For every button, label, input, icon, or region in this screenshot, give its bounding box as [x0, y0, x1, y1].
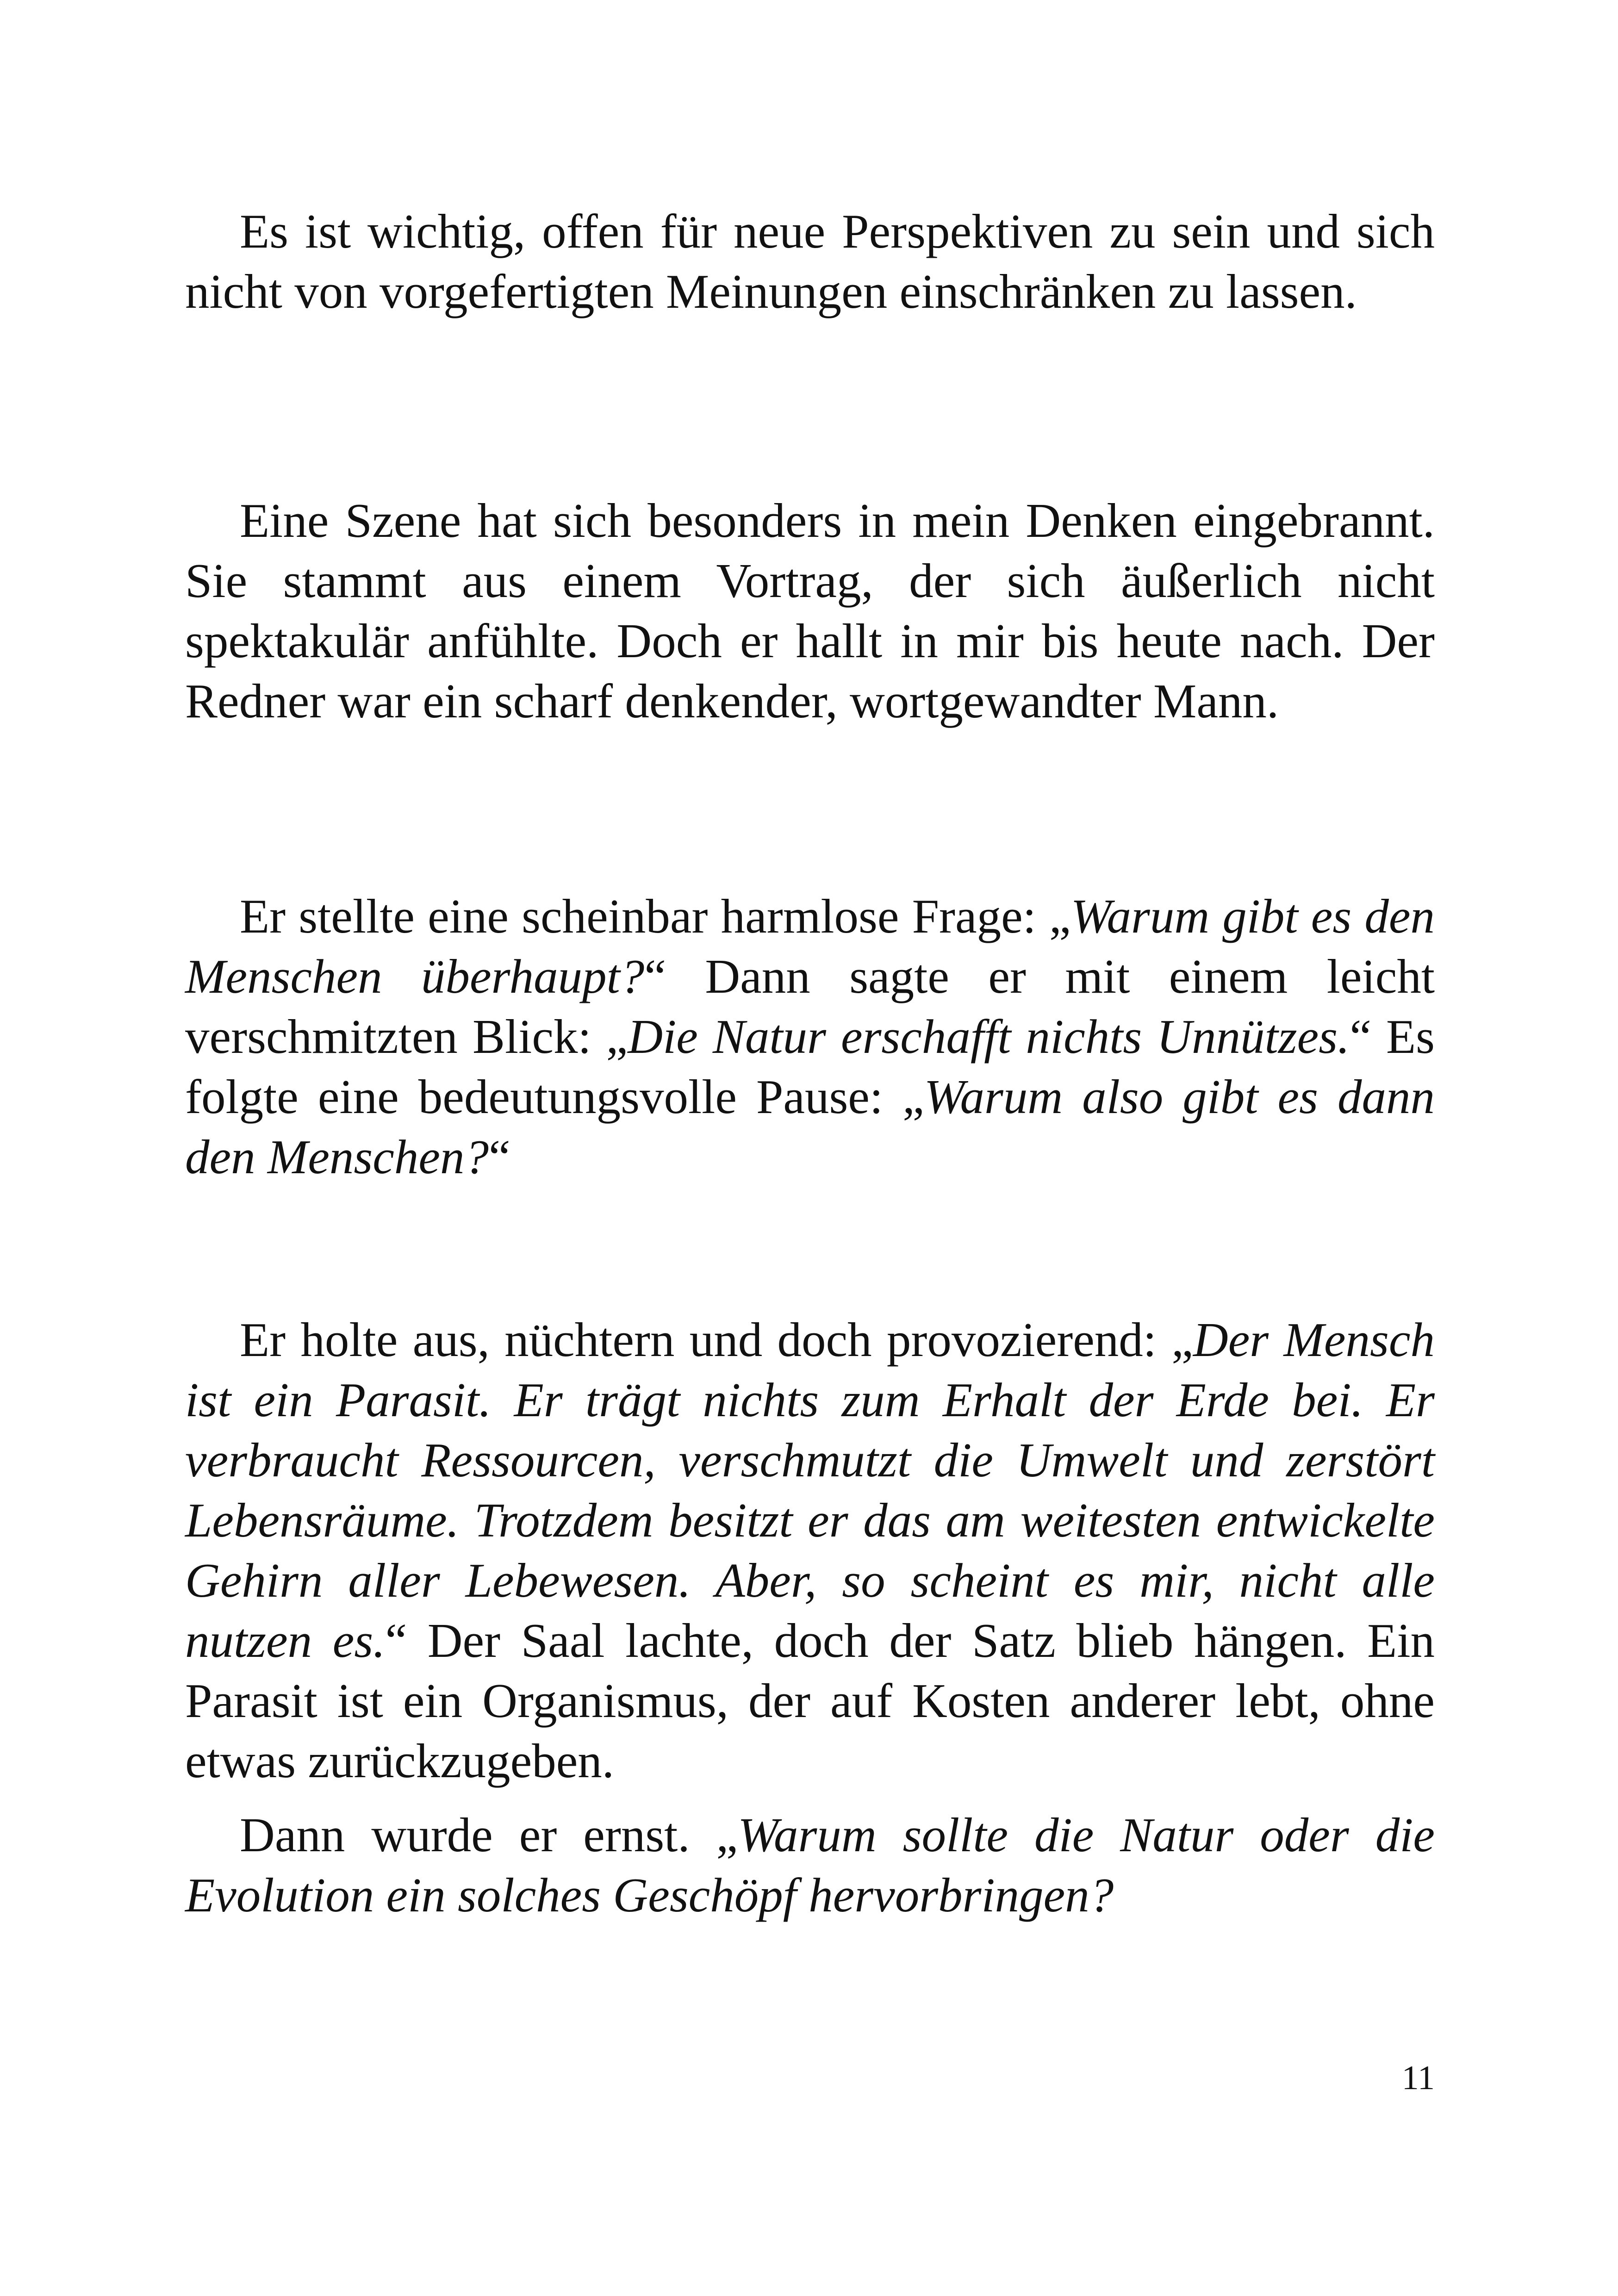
- page-number: 11: [1401, 2059, 1435, 2097]
- paragraph-scene-lecture: [185, 491, 1435, 731]
- paragraph-serious-question: [185, 1805, 1435, 1925]
- paragraph-text: Er stellte eine scheinbar harmlose Frage: „: [240, 889, 1071, 943]
- paragraph-text: “ Dann sagte er mit einem leicht verschmitzten Blick: „: [185, 949, 1435, 1064]
- paragraph-text: “ Es folgte eine bedeutungsvolle Pause: „: [185, 1009, 1435, 1124]
- quote-text: Warum sollte die Natur oder die Evolution ein solches Geschöpf hervorbringen?: [185, 1808, 1435, 1922]
- quote-text: Der Mensch ist ein Parasit. Er trägt nichts zum Erhalt der Erde bei. Er verbraucht Ressourcen, verschmutzt die Umwelt und zerstört Lebensräume. Trotzdem besitzt er das am weitesten entwickelte Gehirn aller Lebewesen. Aber, so scheint es mir, nicht alle nutzen es.: [185, 1313, 1435, 1668]
- paragraph-text: Dann wurde er ernst. „: [240, 1808, 738, 1862]
- paragraph-text: Er holte aus, nüchtern und doch provozierend: „: [240, 1313, 1193, 1367]
- quote-text: Warum gibt es den Menschen überhaupt?: [185, 889, 1435, 1003]
- paragraph-parasite: [185, 1310, 1435, 1791]
- quote-text: Die Natur erschafft nichts Unnützes.: [628, 1009, 1350, 1064]
- paragraph-text: Eine Szene hat sich besonders in mein Denken eingebrannt. Sie stammt aus einem Vortrag, der sich äußerlich nicht spektakulär anfühlte. Doch er hallt in mir bis heute nach. Der Redner war ein scharf denkender, wortgewandter Mann.: [185, 493, 1435, 728]
- paragraph-text: “: [489, 1130, 510, 1184]
- paragraph-text: Es ist wichtig, offen für neue Perspektiven zu sein und sich nicht von vorgefertigten Meinungen einschränken zu lassen.: [185, 204, 1435, 318]
- quote-text: Warum also gibt es dann den Menschen?: [185, 1070, 1435, 1184]
- paragraph-text: “ Der Saal lachte, doch der Satz blieb hängen. Ein Parasit ist ein Organismus, der auf Kosten anderer lebt, ohne etwas zurückzugeben.: [185, 1613, 1435, 1788]
- paragraph-harmless-question: [185, 886, 1435, 1187]
- paragraph-open-perspectives: [185, 201, 1435, 322]
